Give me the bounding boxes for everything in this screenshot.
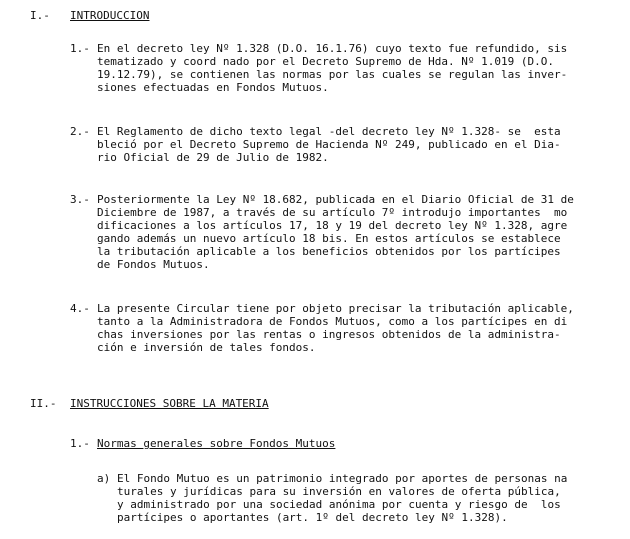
paragraph-text: El Reglamento de dicho texto legal -del decreto ley Nº 1.328- se esta bleció por el Decreto Supremo de Hacienda Nº 249, publicado en el Dia- rio Oficial de 29 de Julio de 1982.: [97, 125, 561, 164]
section-title: INTRODUCCION: [70, 9, 150, 22]
paragraph-text: La presente Circular tiene por objeto precisar la tributación aplicable, tanto a la Administradora de Fondos Mutuos, como a los partícipes en di chas inversiones por las rentas o ingresos obtenidos de la administra- ción e inversión de tales fondos.: [97, 302, 574, 354]
paragraph-text: El Fondo Mutuo es un patrimonio integrado por aportes de personas na turales y jurídicas para su inversión en valores de oferta pública, y administrado por una sociedad anónima por cuenta y riesgo de los partícipes o aportantes (art. 1º del decreto ley Nº 1.328).: [117, 472, 568, 524]
subsection-number: 1.-: [70, 437, 90, 450]
paragraph-a: [97, 472, 567, 524]
paragraph-text: Posteriormente la Ley Nº 18.682, publicada en el Diario Oficial de 31 de Diciembre de 1987, a través de su artículo 7º introdujo importantes mo dificaciones a los artículos 17, 18 y 19 del decreto ley Nº 1.328, agre gando además un nuevo artículo 18 bis. En estos artículos se establece la tributación aplicable a los beneficios obtenidos por los partícipes de Fondos Mutuos.: [97, 193, 574, 271]
section-number: II.-: [30, 397, 57, 410]
section-heading-introduccion: [30, 9, 149, 22]
section-heading-instrucciones: [30, 397, 269, 410]
paragraph-letter: a): [97, 472, 111, 485]
paragraph-2: [70, 125, 561, 164]
paragraph-number: 4.-: [70, 302, 90, 315]
section-number: I.-: [30, 9, 50, 22]
subsection-heading-normas-generales: [70, 437, 335, 450]
paragraph-text: En el decreto ley Nº 1.328 (D.O. 16.1.76) cuyo texto fue refundido, sis tematizado y coord nado por el Decreto Supremo de Hda. Nº 1.019 (D.O. 19.12.79), se contienen las normas por las cuales se regulan las inver- siones efectuadas en Fondos Mutuos.: [97, 42, 568, 94]
paragraph-number: 3.-: [70, 193, 90, 206]
section-title: INSTRUCCIONES SOBRE LA MATERIA: [70, 397, 269, 410]
subsection-title: Normas generales sobre Fondos Mutuos: [97, 437, 336, 450]
paragraph-4: [70, 302, 574, 354]
paragraph-3: [70, 193, 574, 271]
paragraph-number: 2.-: [70, 125, 90, 138]
paragraph-1: [70, 42, 567, 94]
paragraph-number: 1.-: [70, 42, 90, 55]
